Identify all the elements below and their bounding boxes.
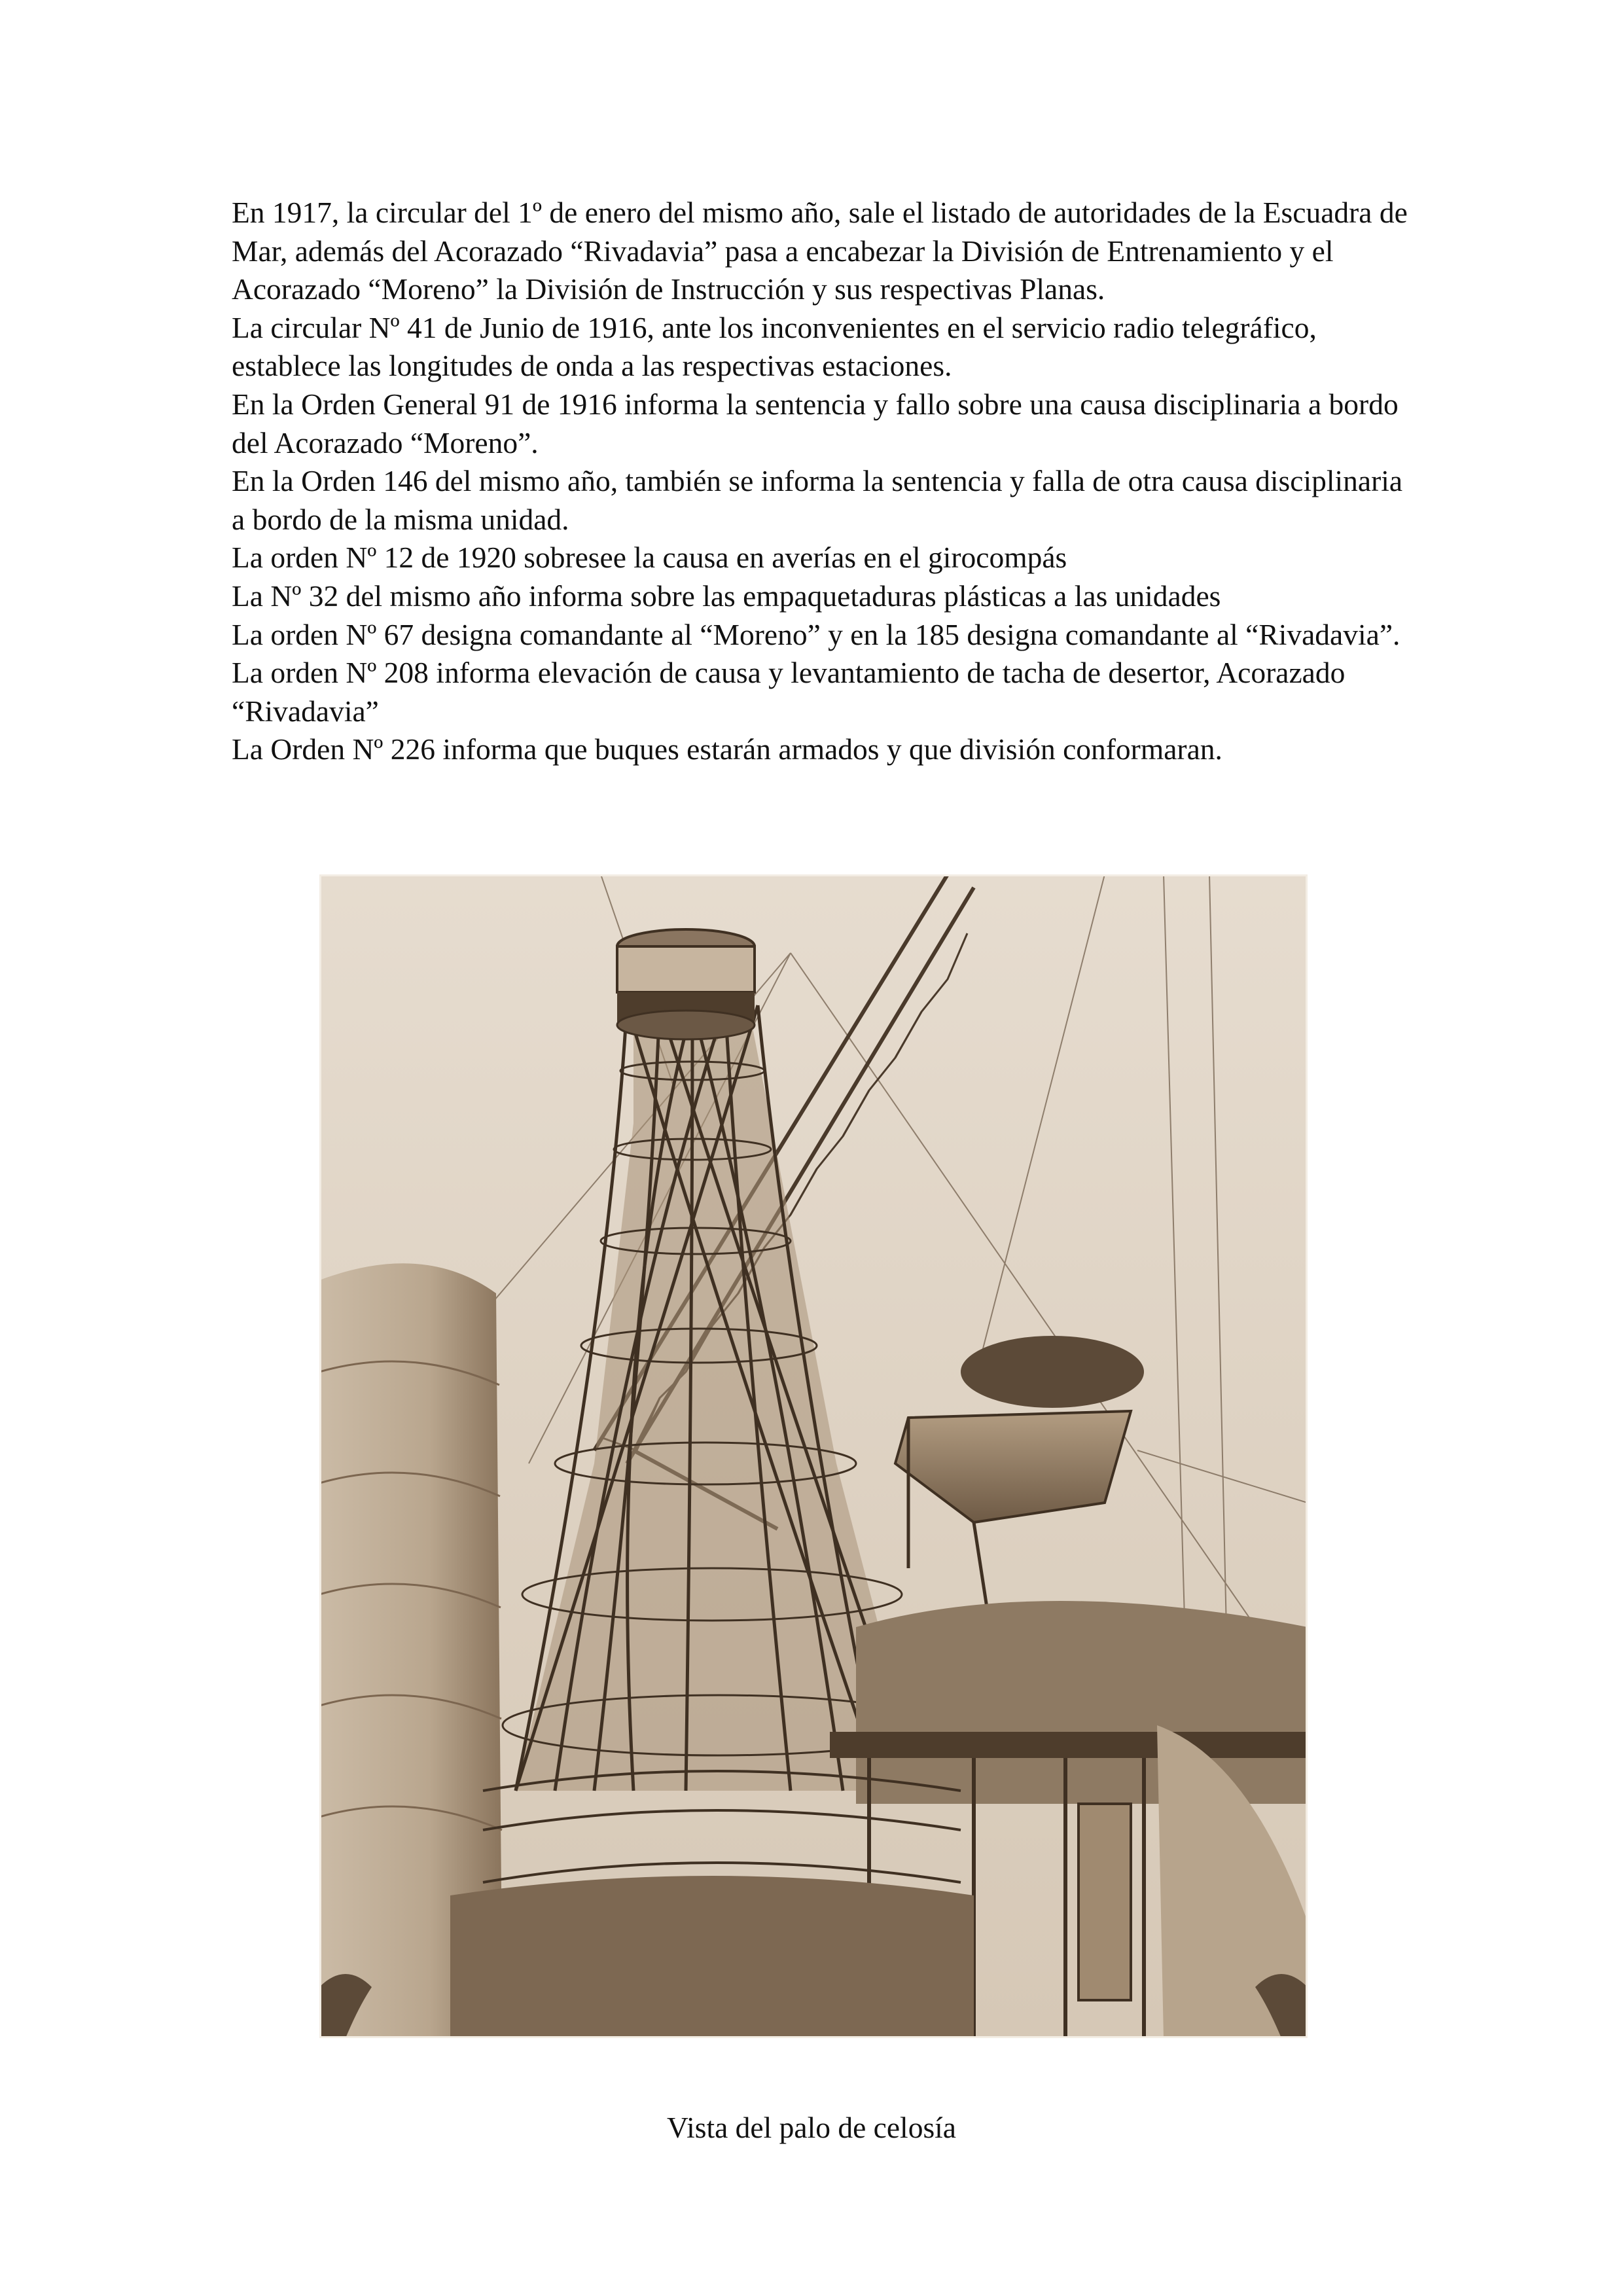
mast-base	[450, 1876, 974, 2038]
paragraph-orden-32: La Nº 32 del mismo año informa sobre las empaquetaduras plásticas a las unidades	[232, 579, 1221, 613]
paragraph-orden-146: En la Orden 146 del mismo año, también se informa la sentencia y falla de otra causa disciplinaria a bordo de la misma unidad.	[232, 464, 1403, 536]
paragraph-circular-41: La circular Nº 41 de Junio de 1916, ante los inconvenientes en el servicio radio telegráfico, establece las longitudes de onda a las respectivas estaciones.	[232, 310, 1317, 383]
paragraph-orden-12: La orden Nº 12 de 1920 sobresee la causa en averías en el girocompás	[232, 541, 1067, 575]
lattice-mast-illustration	[319, 874, 1308, 2038]
paragraph-orden-226: La Orden Nº 226 informa que buques estarán armados y que división conformaran.	[232, 732, 1222, 766]
lattice-mast-photo	[319, 874, 1308, 2038]
figure-caption: Vista del palo de celosía	[666, 2111, 956, 2144]
paragraph-orden-67: La orden Nº 67 designa comandante al “Moreno” y en la 185 designa comandante al “Rivadavia”.	[232, 617, 1400, 651]
paragraph-orden-general-91: En la Orden General 91 de 1916 informa la sentencia y fallo sobre una causa disciplinaria a bordo del Acorazado “Moreno”.	[232, 387, 1399, 459]
paragraph-orden-208: La orden Nº 208 informa elevación de causa y levantamiento de tacha de desertor, Acorazado “Rivadavia”	[232, 656, 1346, 728]
paragraph-1917-circular: En 1917, la circular del 1º de enero del mismo año, sale el listado de autoridades de la Escuadra de Mar, además del Acorazado “Rivadavia” pasa a encabezar la División de Entrenamiento y el Acorazado “Moreno” la División de Instrucción y sus respectivas Planas.	[232, 196, 1408, 306]
masthead-top	[617, 929, 755, 1039]
body-text	[232, 194, 1423, 769]
